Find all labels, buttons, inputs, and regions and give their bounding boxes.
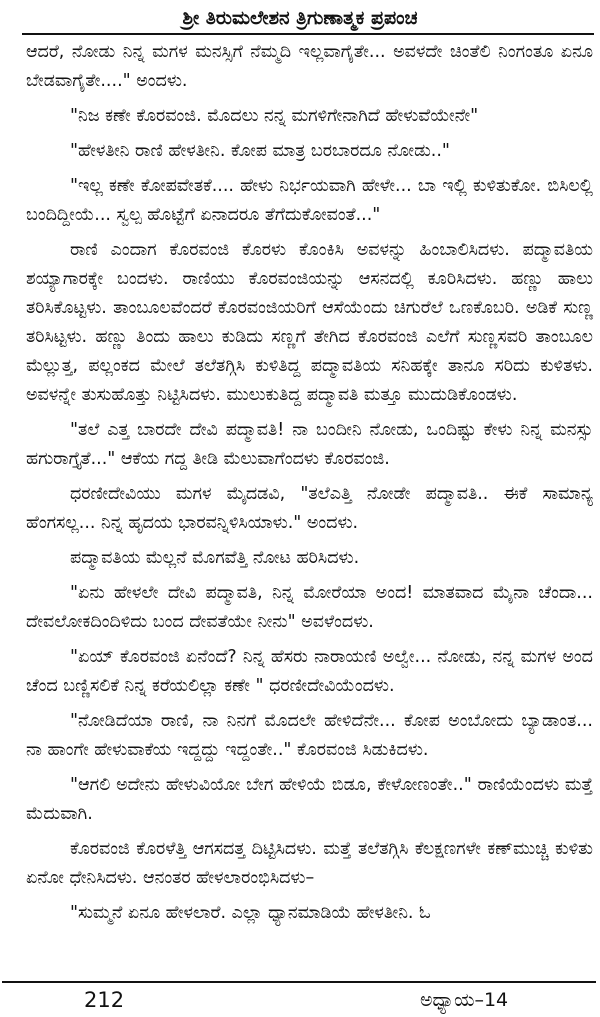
body-text <box>26 38 593 934</box>
paragraph: "ತಲೆ ಎತ್ತ ಬಾರದೇ ದೇವಿ ಪದ್ಮಾವತಿ! ನಾ ಬಂದೀನಿ ನೋಡು, ಒಂದಿಷ್ಟು ಕೇಳು ನಿನ್ನ ಮನಸ್ಸು ಹಗುರಾಗ್ತೈತೆ..." ಆಕೆಯ ಗದ್ದ ತೀಡಿ ಮೆಲುವಾಗೆಂದಳು ಕೊರವಂಜಿ. <box>26 420 593 469</box>
paragraph: ಧರಣೀದೇವಿಯು ಮಗಳ ಮೈದಡವಿ, "ತಲೆಎತ್ತಿ ನೋಡೇ ಪದ್ಮಾವತಿ.. ಈಕೆ ಸಾಮಾನ್ಯ ಹೆಂಗಸಲ್ಲ... ನಿನ್ನ ಹೃದಯ ಭಾರವನ್ನಿಳಿಸಿಯಾಳು." ಅಂದಳು. <box>26 484 593 533</box>
paragraph: ಕೊರವಂಜಿ ಕೊರಳೆತ್ತಿ ಆಗಸದತ್ತ ದಿಟ್ಟಿಸಿದಳು. ಮತ್ತೆ ತಲೆತಗ್ಗಿಸಿ ಕೆಲಕ್ಷಣಗಳೇ ಕಣ್‌ಮುಚ್ಚಿ ಕುಳಿತು ಏನೋ ಧೇನಿಸಿದಳು. ಆನಂತರ ಹೇಳಲಾರಂಭಿಸಿದಳು– <box>26 839 593 888</box>
paragraph: "ಹೇಳತೀನಿ ರಾಣಿ ಹೇಳತೀನಿ. ಕೋಪ ಮಾತ್ರ ಬರಬಾರದೂ ನೋಡು.." <box>70 141 450 161</box>
paragraph: "ಇಲ್ಲ ಕಣೇ ಕೋಪವೇತಕೆ.... ಹೇಳು ನಿರ್ಭಯವಾಗಿ ಹೇಳೇ... ಬಾ ಇಲ್ಲಿ ಕುಳಿತುಕೋ. ಬಿಸಿಲಲ್ಲಿ ಬಂದಿದ್ದೀಯೆ... ಸ್ವಲ್ಪ ಹೊಟ್ಟೆಗೆ ಏನಾದರೂ ತೆಗೆದುಕೋವಂತೆ..." <box>26 176 593 225</box>
paragraph: ಪದ್ಮಾವತಿಯ ಮೆಲ್ಲನೆ ಮೊಗವೆತ್ತಿ ನೋಟ ಹರಿಸಿದಳು. <box>70 548 360 568</box>
paragraph: "ಏಯ್ ಕೊರವಂಜಿ ಏನೆಂದೆ? ನಿನ್ನ ಹೆಸರು ನಾರಾಯಣಿ ಅಲ್ವೇ... ನೋಡು, ನನ್ನ ಮಗಳ ಅಂದ ಚೆಂದ ಬಣ್ಣಿಸಲಿಕೆ ನಿನ್ನ ಕರೆಯಲಿಲ್ಲಾ ಕಣೇ " ಧರಣೀದೇವಿಯೆಂದಳು. <box>26 647 593 696</box>
running-header: ಶ್ರೀ ತಿರುಮಲೇಶನ ತ್ರಿಗುಣಾತ್ಮಕ ಪ್ರಪಂಚ <box>182 7 418 29</box>
footer-divider <box>2 981 596 983</box>
paragraph: "ಸುಮ್ಮನೆ ಏನೂ ಹೇಳಲಾರೆ. ಎಲ್ಲಾ ಧ್ಯಾನಮಾಡಿಯೆ ಹೇಳತೀನಿ. ಓ <box>70 903 431 923</box>
paragraph: "ಆಗಲಿ ಅದೇನು ಹೇಳುವಿಯೋ ಬೇಗ ಹೇಳಿಯೆ ಬಿಡೂ, ಕೇಳೋಣಂತೇ.." ರಾಣಿಯೆಂದಳು ಮತ್ತೆ ಮೆದುವಾಗಿ. <box>26 775 593 824</box>
paragraph: ಆದರೆ, ನೋಡು ನಿನ್ನ ಮಗಳ ಮನಸ್ಸಿಗೆ ನೆಮ್ಮದಿ ಇಲ್ಲವಾಗೈತೇ... ಅವಳದೇ ಚಿಂತೆಲಿ ನಿಂಗಂತೂ ಏನೂ ಬೇಡವಾಗೈತೇ...." ಅಂದಳು. <box>26 42 593 91</box>
paragraph: "ಏನು ಹೇಳಲೇ ದೇವಿ ಪದ್ಮಾವತಿ, ನಿನ್ನ ಮೋರೆಯಾ ಅಂದ! ಮಾತವಾದ ಮೈನಾ ಚೆಂದಾ... ದೇವಲೋಕದಿಂದಿಳಿದು ಬಂದ ದೇವತೆಯೇ ನೀನು" ಅವಳೆಂದಳು. <box>26 583 593 632</box>
page-number: 212 <box>84 988 125 1012</box>
paragraph: ರಾಣಿ ಎಂದಾಗ ಕೊರವಂಜಿ ಕೊರಳು ಕೊಂಕಿಸಿ ಅವಳನ್ನು ಹಿಂಬಾಲಿಸಿದಳು. ಪದ್ಮಾವತಿಯ ಶಯ್ಯಾಗಾರಕ್ಕೇ ಬಂದಳು. ರಾಣಿಯು ಕೊರವಂಜಿಯನ್ನು ಆಸನದಲ್ಲಿ ಕೂರಿಸಿದಳು. ಹಣ್ಣು ಹಾಲು ತರಿಸಿಕೊಟ್ಟಳು. ತಾಂಬೂಲವೆಂದರೆ ಕೊರವಂಜಿಯರಿಗೆ ಆಸೆಯೆಂದು ಚಿಗುರೆಲೆ ಒಣಕೊಬರಿ. ಅಡಿಕೆ ಸುಣ್ಣ ತರಿಸಿಟ್ಟಳು. ಹಣ್ಣು ತಿಂದು ಹಾಲು ಕುಡಿದು ಸಣ್ಣಗೆ ತೇಗಿದ ಕೊರವಂಜಿ ಎಲೆಗೆ ಸುಣ್ಣಸವರಿ ತಾಂಬೂಲ ಮೆಲ್ಲುತ್ತ, ಪಲ್ಲಂಕದ ಮೇಲೆ ತಲೆತಗ್ಗಿಸಿ ಕುಳಿತಿದ್ದ ಪದ್ಮಾವತಿಯ ಸನಿಹಕ್ಕೇ ತಾನೂ ಸರಿದು ಕುಳಿತಳು. ಅವಳನ್ನೇ ತುಸುಹೊತ್ತು ನಿಟ್ಟಿಸಿದಳು. ಮುಲುಕುತಿದ್ದ ಪದ್ಮಾವತಿ ಮತ್ತೂ ಮುದುಡಿಕೊಂಡಳು. <box>26 240 593 405</box>
paragraph: "ನೋಡಿದೆಯಾ ರಾಣಿ, ನಾ ನಿನಗೆ ಮೊದಲೇ ಹೇಳಿದೆನೇ... ಕೋಪ ಅಂಬೋದು ಬ್ಯಾಡಾಂತ... ನಾ ಹಾಂಗೇ ಹೇಳುವಾಕೆಯ ಇದ್ದದ್ದು ಇದ್ದಂತೇ.." ಕೊರವಂಜಿ ಸಿಡುಕಿದಳು. <box>26 711 593 760</box>
header-divider <box>22 33 594 35</box>
paragraph: "ನಿಜ ಕಣೇ ಕೊರವಂಜಿ. ಮೊದಲು ನನ್ನ ಮಗಳಿಗೇನಾಗಿದೆ ಹೇಳುವೆಯೇನೇ" <box>70 106 479 126</box>
chapter-label: ಅಧ್ಯಾಯ–14 <box>420 989 509 1011</box>
